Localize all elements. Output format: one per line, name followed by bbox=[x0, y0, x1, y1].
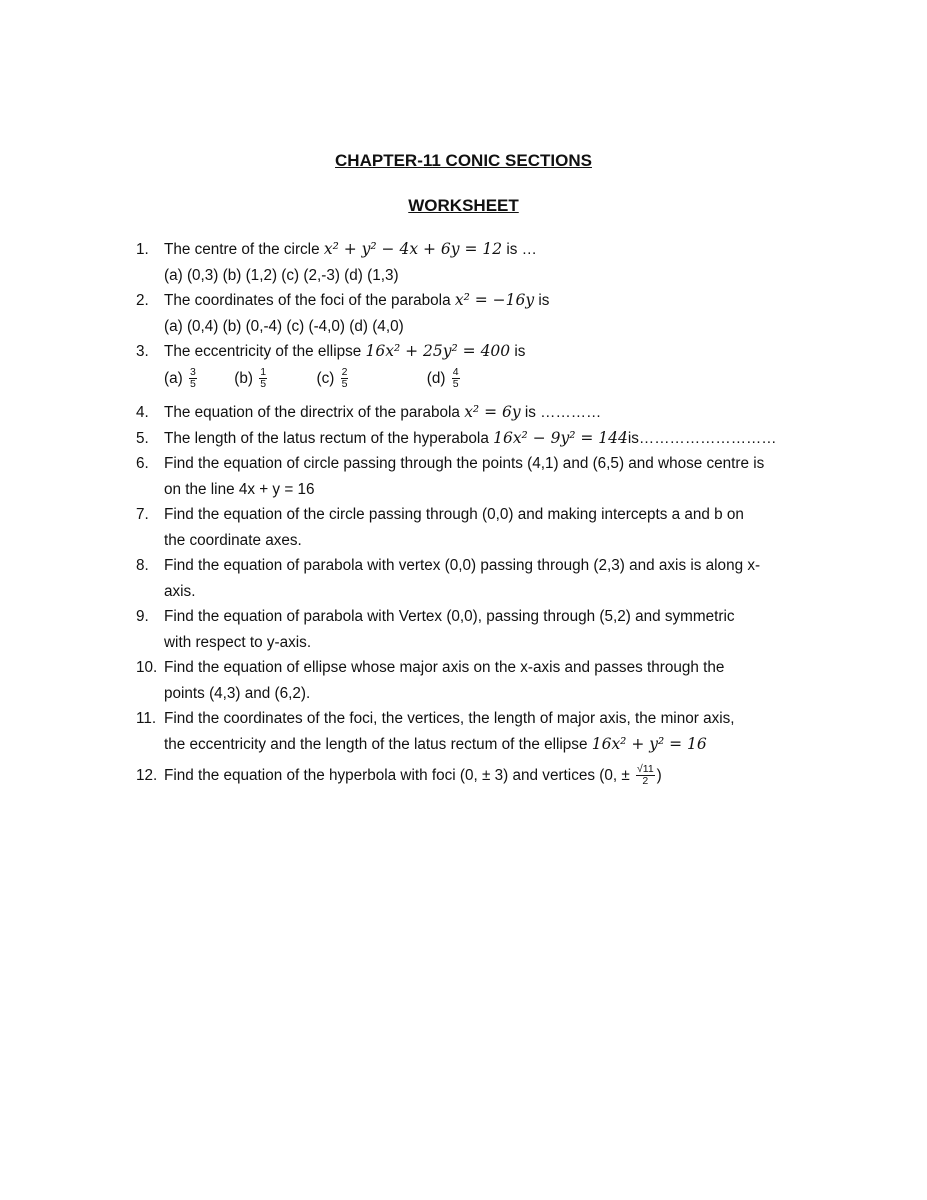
answer-options bbox=[164, 365, 836, 393]
question-text: The eccentricity of the ellipse bbox=[164, 343, 362, 360]
question-7 bbox=[136, 502, 836, 553]
question-number: 2. bbox=[136, 292, 149, 309]
fraction bbox=[452, 367, 460, 390]
question-9 bbox=[136, 604, 836, 655]
question-line-2: points (4,3) and (6,2). bbox=[164, 684, 311, 702]
equation: 16x² − 9y² = 144 bbox=[493, 429, 628, 447]
question-line-1: Find the equation of ellipse whose major axis on the x-axis and passes through the bbox=[164, 659, 725, 676]
question-text: The coordinates of the foci of the parabola bbox=[164, 292, 451, 309]
question-tail: is … bbox=[506, 241, 537, 258]
question-2 bbox=[136, 288, 836, 339]
equation: 16x² + y² = 16 bbox=[591, 734, 707, 753]
question-number: 3. bbox=[136, 343, 149, 360]
option-label: (a) bbox=[164, 369, 183, 387]
question-number: 5. bbox=[136, 430, 149, 447]
question-text: Find the equation of the hyperbola with foci (0, ± 3) and vertices (0, ± bbox=[164, 767, 630, 784]
fraction bbox=[341, 367, 349, 390]
question-tail: is……………………… bbox=[627, 430, 777, 447]
question-4 bbox=[136, 400, 836, 426]
question-tail: is ………… bbox=[524, 404, 602, 421]
question-line-2: the eccentricity and the length of the latus rectum of the ellipse bbox=[164, 735, 588, 753]
equation: x² = 6y bbox=[464, 403, 521, 421]
question-number: 12. bbox=[136, 767, 158, 784]
question-line-1: Find the equation of parabola with Vertex (0,0), passing through (5,2) and symmetric bbox=[164, 608, 735, 625]
fraction-denominator: 5 bbox=[260, 377, 267, 390]
question-6 bbox=[136, 451, 836, 502]
question-line-2: the coordinate axes. bbox=[164, 531, 302, 549]
question-tail: is bbox=[538, 292, 550, 309]
question-12 bbox=[136, 763, 836, 789]
question-8 bbox=[136, 553, 836, 604]
fraction-denominator: 5 bbox=[452, 377, 459, 390]
fraction bbox=[189, 367, 197, 390]
question-5 bbox=[136, 426, 836, 452]
question-line-2: with respect to y-axis. bbox=[164, 633, 312, 651]
question-line-2: axis. bbox=[164, 582, 196, 600]
answer-options: (a) (0,3) (b) (1,2) (c) (2,-3) (d) (1,3) bbox=[164, 266, 399, 284]
worksheet-title: WORKSHEET bbox=[408, 196, 519, 215]
question-1 bbox=[136, 237, 836, 288]
option-label: (b) bbox=[234, 369, 253, 387]
question-10 bbox=[136, 655, 836, 706]
option-label: (c) bbox=[316, 369, 335, 387]
fraction-denominator: 5 bbox=[341, 377, 348, 390]
question-text: The equation of the directrix of the parabola bbox=[164, 404, 460, 421]
question-number: 4. bbox=[136, 404, 149, 421]
option-label: (d) bbox=[426, 369, 446, 387]
option-b bbox=[234, 365, 312, 393]
option-a bbox=[164, 365, 230, 393]
question-number: 1. bbox=[136, 241, 149, 258]
question-text: The length of the latus rectum of the hyperabola bbox=[164, 430, 489, 447]
question-tail: ) bbox=[656, 767, 662, 784]
question-line-1: Find the coordinates of the foci, the vertices, the length of major axis, the minor axis, bbox=[164, 710, 735, 727]
question-number: 11. bbox=[136, 710, 157, 727]
question-line-1: Find the equation of parabola with vertex (0,0) passing through (2,3) and axis is along x- bbox=[164, 557, 761, 574]
question-number: 6. bbox=[136, 455, 149, 472]
question-line-1: Find the equation of the circle passing through (0,0) and making intercepts a and b on bbox=[164, 506, 744, 523]
option-d bbox=[427, 365, 462, 393]
fraction-numerator: √11 bbox=[637, 763, 654, 776]
fraction-numerator: 3 bbox=[189, 365, 196, 378]
question-3 bbox=[136, 339, 836, 393]
question-number: 8. bbox=[136, 557, 149, 574]
question-11 bbox=[136, 706, 836, 757]
question-number: 7. bbox=[136, 506, 149, 523]
chapter-title: CHAPTER-11 CONIC SECTIONS bbox=[335, 151, 592, 170]
fraction bbox=[636, 764, 655, 787]
question-line-1: Find the equation of circle passing through the points (4,1) and (6,5) and whose centre is bbox=[164, 455, 765, 472]
question-tail: is bbox=[514, 343, 526, 360]
question-number: 9. bbox=[136, 608, 149, 625]
equation: x² + y² − 4x + 6y = 12 bbox=[323, 240, 503, 258]
question-number: 10. bbox=[136, 659, 158, 676]
fraction-numerator: 2 bbox=[341, 365, 348, 378]
fraction-denominator: 2 bbox=[642, 775, 649, 788]
option-c bbox=[317, 365, 423, 393]
fraction bbox=[259, 367, 267, 390]
fraction-denominator: 5 bbox=[189, 377, 196, 390]
question-text: The centre of the circle bbox=[164, 241, 320, 258]
equation: x² = −16y bbox=[454, 291, 535, 309]
fraction-numerator: 4 bbox=[452, 365, 459, 378]
fraction-numerator: 1 bbox=[260, 365, 267, 378]
equation: 16x² + 25y² = 400 bbox=[365, 342, 511, 360]
question-line-2: on the line 4x + y = 16 bbox=[164, 480, 315, 498]
answer-options: (a) (0,4) (b) (0,-4) (c) (-4,0) (d) (4,0) bbox=[164, 317, 404, 335]
